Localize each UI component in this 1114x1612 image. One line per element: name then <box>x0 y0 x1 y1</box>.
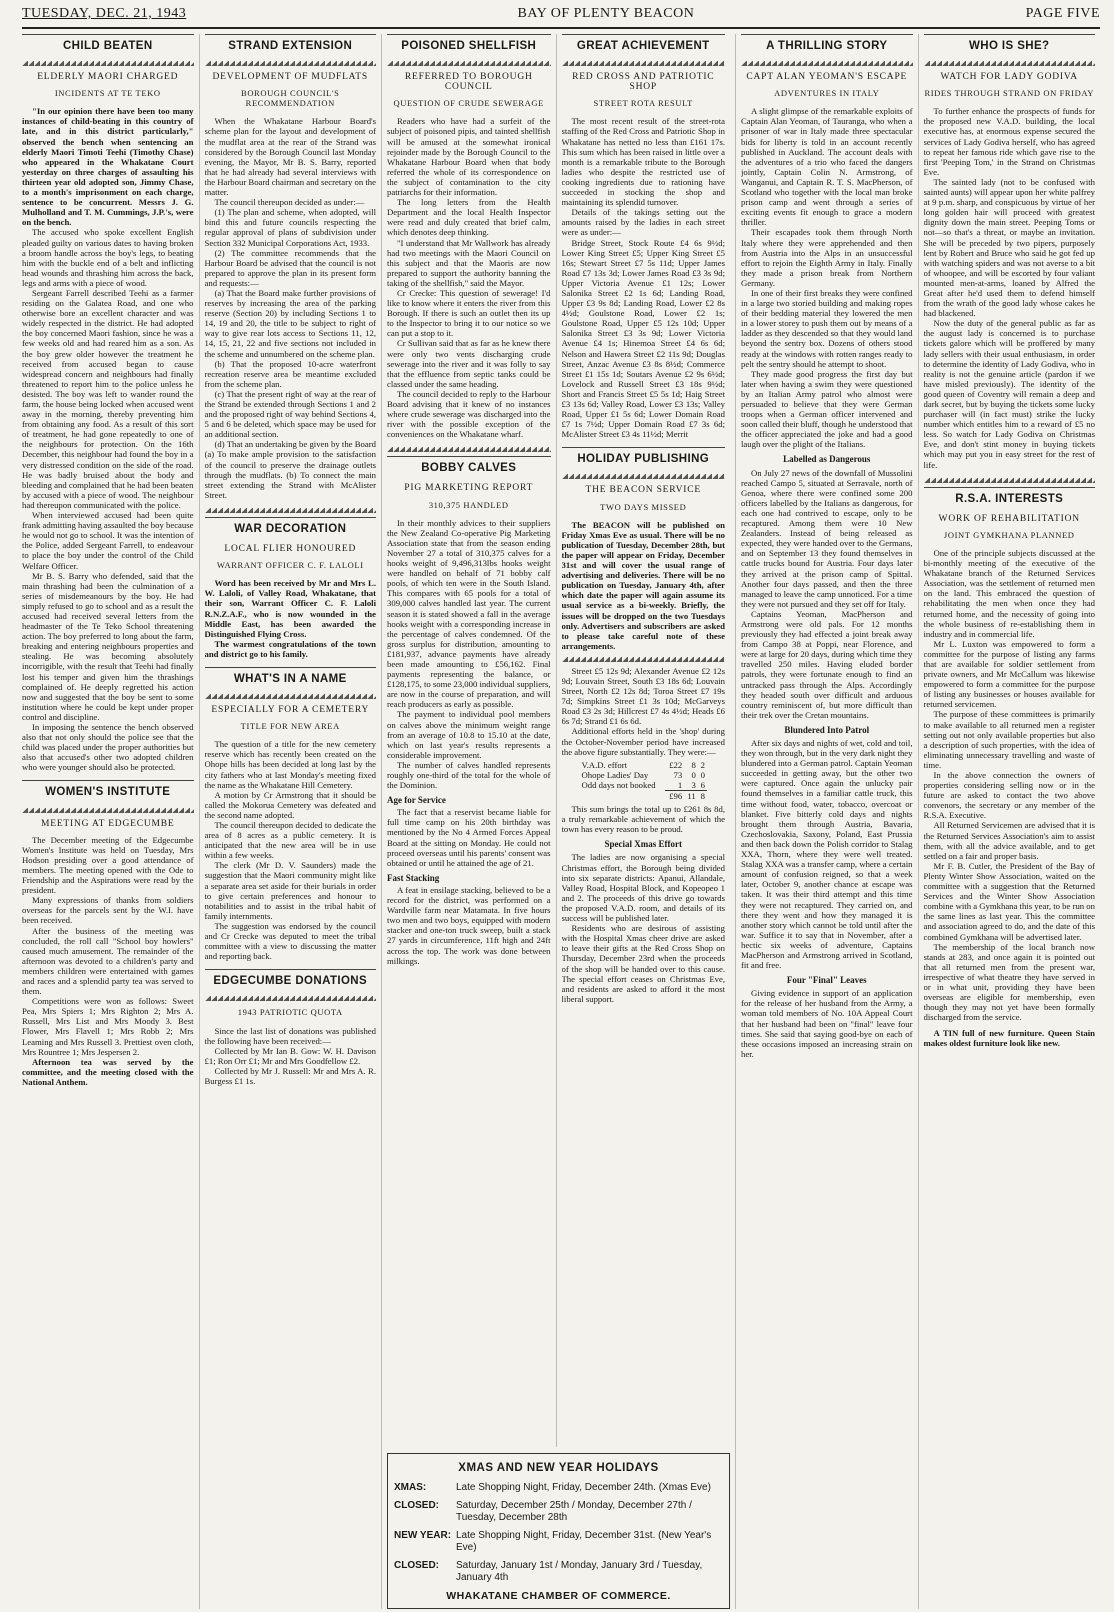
paragraph: Mr B. S. Barry who defended, said that the main thrashing had been the culmination of a series of misdemeanours by the boy. He had simply refused to go to school and as a result the accused had received several letters from the headmaster of the Te Teko School threatening action. The boy preferred to long about the farm, breaking and entering neighbours properties and stealing. He was becoming absolutely incorrigible, with the result that Teehi had finally lost his temper and given him the thrashings complained of. He deeply regretted his action now and suggested that the boy be sent to some institution where he could be kept under proper control and discipline. <box>22 570 194 722</box>
figure-label: V.A.D. effort <box>581 759 628 770</box>
total-pence: 8 <box>698 791 707 802</box>
paragraph: The membership of the local branch now stands at 283, and once again it is pointed out that all returned men from the present war, irrespective of what theatre they have served in or in what unit, providing they have been overseas are eligible for membership, even though they may not yet have been formally discharged from the service. <box>923 941 1095 1023</box>
ad-row <box>394 1482 723 1494</box>
paragraph: The number of calves handled represents roughly one-third of the total for the whole of the Dominion. <box>387 759 551 791</box>
divider <box>562 474 726 479</box>
story-edgecumbe-donations <box>205 969 377 1086</box>
column-1 <box>22 34 200 1609</box>
paragraph: The clerk (Mr D. V. Saunders) made the suggestion that the Maori community might like a separate area set aside for their burials in order to give certain preferences and honour to notabilities and to assist in the tribal habit of family internments. <box>204 860 376 921</box>
divider <box>387 61 551 66</box>
subdeck: RIDES THROUGH STRAND ON FRIDAY <box>924 88 1095 99</box>
ad-row-label: CLOSED: <box>394 1560 439 1571</box>
figure-shillings: 0 <box>691 769 696 780</box>
column-2 <box>205 34 383 1609</box>
paragraph: When the Whakatane Harbour Board's scheme plan for the layout and development of the mudflat area at the rear of the Strand was considered by the Borough Council last Monday evening, the Mayor, Mr B. S. Barry, reported that he had already had several interviews with the Harbour Board chairman and secretary on the matter. <box>204 116 377 198</box>
paragraph: Since the last list of donations was published the following have been received:— <box>204 1025 376 1046</box>
divider <box>924 478 1096 483</box>
paragraph: In one of their first breaks they were confined in a large two storied building and making ropes of their bedding material they lowered the men in a lower storey to push them out by means of a ladder as they descended so that they would land beyond the sentry box. Dozens of others stood ready at the windows with rotten ranges ready to pelt the sentry should he attempt to shoot. <box>741 287 913 369</box>
figure-shillings: 3 <box>691 779 696 790</box>
figure-pounds: 73 <box>673 769 683 780</box>
column-6 <box>924 34 1101 1609</box>
columns-3-4-top <box>387 34 730 1447</box>
columns <box>22 34 1100 1609</box>
figure-pence: 2 <box>700 759 705 770</box>
subdeck: BOROUGH COUNCIL'S RECOMMENDATION <box>241 88 340 109</box>
column-5 <box>741 34 919 1609</box>
headline: STRAND EXTENSION <box>205 34 377 55</box>
subheading: Labelled as Dangerous <box>783 454 871 465</box>
story-whats-in-a-name <box>205 667 377 961</box>
headline: WHO IS SHE? <box>924 34 1096 55</box>
ad-footer: WHAKATANE CHAMBER OF COMMERCE. <box>446 1590 671 1602</box>
paragraph: Street £5 12s 9d; Alexander Avenue £2 12s 9d; Louvain Street, South £3 18s 6d; Louvain Street, North £2 12s 8d; Toroa Street £7 19s 7d; Simpkins Street £1 3s 10d; McGarveys Road £3 2s 3d; Hillcrest £7 4s 4½d; Heads £6 6s 7d; Strand £1 6s 6d. <box>561 665 725 727</box>
deck: ESPECIALLY FOR A CEMETERY <box>211 705 370 716</box>
ad-row <box>394 1500 723 1524</box>
figure-pounds: £22 <box>669 759 683 770</box>
paragraph: Afternoon tea was served by the committee, and the meeting closed with the National Anthem. <box>22 1056 194 1087</box>
headline: HOLIDAY PUBLISHING <box>562 447 726 468</box>
ad-row-value: Saturday, December 25th / Monday, December 27th / Tuesday, December 28th <box>456 1500 692 1523</box>
ad-row-label: XMAS: <box>394 1482 427 1493</box>
headline: R.S.A. INTERESTS <box>924 487 1096 508</box>
paragraph: The long letters from the Health Department and the local Health Inspector were read and duly created that brief calm, which denotes deep thinking. <box>387 197 551 238</box>
story-poisoned-shellfish <box>387 34 551 439</box>
headline: GREAT ACHIEVEMENT <box>562 34 726 55</box>
paragraph: Captains Yeoman, MacPherson and Armstrong were old pals. For 12 months previously they had effected a joint break away from Campo 38 at Poppi, near Florence, and were at large for 20 days, during which time they travelled 250 miles. Having eluded border patrols, they were fortunate enough to find an untracked pass through the Alps. Accordingly they headed south over difficult and arduous country reminiscent of, but more difficult than their trek over the Cretan mountains. <box>741 608 913 720</box>
figures-table <box>579 760 707 801</box>
paragraph: This sum brings the total up to £261 8s 8d, a truly remarkable achievement of which the town has every reason to be proud. <box>561 804 725 835</box>
paragraph: The question of a title for the new cemetery reserve which has recently been created on the Ohope hills has been decided at long last by the city fathers who at last Monday's meeting fixed the name as the Whakatane Hill Cemetery. <box>204 739 376 790</box>
ad-row-value: Saturday, January 1st / Monday, January 3rd / Tuesday, January 4th <box>456 1560 703 1583</box>
deck: MEETING AT EDGECUMBE <box>40 818 175 829</box>
divider <box>22 61 194 66</box>
paragraph: Residents who are desirous of assisting with the Hospital Xmas cheer drive are asked to leave their gifts at the Red Cross Shop on Thursday, December 23rd when the proceeds of the shop will be handed over to this cause. The special effort ceases on Christmas Eve, and residents are asked to afford it the most liberal support. <box>561 923 725 1004</box>
headline: WAR DECORATION <box>205 517 377 538</box>
table-row <box>579 760 707 770</box>
subdeck: TITLE FOR NEW AREA <box>240 721 340 732</box>
page-number: PAGE FIVE <box>1025 6 1100 21</box>
figure-label: Odd days not booked <box>581 780 656 791</box>
paragraph: Readers who have had a surfeit of the subject of poisoned pipis, and tainted shellfish will be amused at the somewhat ironical rejoinder made by the Borough Council to the Whakatane Harbour Board when that body referred the whole of its correspondence on the subject of contamination to the city patriarchs for their information. <box>387 116 551 198</box>
figure-pounds: 1 <box>677 779 683 790</box>
classified-ad: A TIN full of new furniture. Queen Stain makes oldest furniture look like new. <box>923 1028 1095 1049</box>
subdeck: ADVENTURES IN ITALY <box>774 88 880 99</box>
paragraph: Details of the takings setting out the amounts raised by the ladies in each street were as under:— <box>561 207 725 238</box>
figure-shillings: 8 <box>691 759 696 770</box>
paragraph: The suggestion was endorsed by the council and Cr Crecke was deputed to meet the tribal committee with a view to discussing the matter and reporting back. <box>204 920 376 962</box>
paragraph: The fact that a reservist became liable for full time camp on his 20th birthday was mentioned by the No 4 Armed Forces Appeal Board at the sitting on Monday. He could not proceed overseas until his parents' consent was obtained or until he attained the age of 21. <box>387 807 551 868</box>
paragraph: After the business of the meeting was concluded, the roll call "School boy howlers" caused much amusement. The remainder of the afternoon was devoted to a children's party and members children were entertained with games and races and a splendid party tea was served to them. <box>22 925 194 997</box>
paragraph: Mr L. Luxton was empowered to form a committee for the purpose of listing any farms that are available for soldier settlement from private owners, and Mr McCallum was likewise empowered to form a committee for the purpose of listing any businesses or houses available for returned servicemen. <box>923 638 1095 710</box>
masthead: BAY OF PLENTY BEACON <box>517 6 695 21</box>
subdeck: INCIDENTS AT TE TEKO <box>54 88 161 99</box>
deck: WORK OF REHABILITATION <box>938 513 1080 524</box>
paragraph: On July 27 news of the downfall of Mussolini reached Campo 5, situated at Serravale, north of Genoa, where there were confined some 200 officers labelled by the Italians as dangerous, for each one had contrived to escape, only to be recaptured. Among them were 10 New Zealanders. Instead of being released as expected, they were handed over to the Germans, and on September 13 they found themselves in cattle trucks bound for Austria. Four days later they arrived at the prison camp of Spittal. Another four days passed, and then the three managed to leave the camp unnoticed. For a time they were not pursued and they set off for Italy. <box>741 467 913 609</box>
paragraph: The council decided to reply to the Harbour Board advising that it knew of no instances where crude sewerage was discharged into the river with the possible exception of the conveniences on the Whakatane wharf. <box>387 388 551 440</box>
deck: RED CROSS AND PATRIOTIC SHOP <box>572 72 715 93</box>
deck: CAPT ALAN YEOMAN'S ESCAPE <box>746 72 908 83</box>
paragraph: To further enhance the prospects of funds for the proposed new V.A.D. building, the local executive has, at enormous expense secured the services of Lady Godiva herself, who has agreed to repeat her famous ride which gave rise to the first 'Peeping Tom,' in the Strand on Christmas Eve. <box>923 106 1095 177</box>
paragraph: They made good progress the first day but later when having a swim they were questioned by an Italian Army patrol who almost were persuaded to believe that they were German troops when a German officer intervened and soon called their bluff, though he understood that the officer appreciated the joke and had a good laugh over the plight of the Italians. <box>741 368 913 450</box>
figure-pence: 6 <box>700 779 705 790</box>
paragraph: All Returned Servicemen are advised that it is the Returned Services Association's aim to assist them, with all the advice available, and to get settled on a fair and proper basis. <box>923 820 1095 861</box>
story-bobby-calves <box>387 447 551 965</box>
deck: WATCH FOR LADY GODIVA <box>940 72 1078 83</box>
headline: EDGECUMBE DONATIONS <box>205 969 377 990</box>
paragraph: The warmest congratulations of the town and district go to his family. <box>204 638 376 659</box>
paragraph: The ladies are now organising a special Christmas effort, the Borough being divided into six separate districts: Apanui, Allandale, Valley Road, Hospital Block, and Kopeopeo 1 and 2. The proceeds of this drive go towards the proposed V.A.D. room, and details of its success will be published later. <box>561 852 725 924</box>
holidays-advertisement <box>387 1453 730 1609</box>
paragraph: After six days and nights of wet, cold and toil, they won through, but in the very dark night they blundered into a German patrol. Captain Yeoman succeeded in getting away, but the other two were captured. Once again the unlucky pair found themselves in a familiar cattle truck, this time without food, water, tobacco, overcoat or blanket. Five bitterly cold days and nights brought them through Austria, Bavaria, Czechoslovakia, Saxony, Poland, East Prussia and then back down the Polish corridor to Stalag XXA, Thorn, where they were well treated. Stalag XXA was a transfer camp, where a certain amount of confusion reigned, so that a week later, October 9, another chance at escape was taken. It was their third attempt and this time they were not recaptured. They carried on, and there they went and how they managed it is another story which cannot be told until after the war. Suffice it to say that in November, after a hectic six weeks of adventure, Captains MacPherson and Armstrong arrived in Scotland, fit and free. <box>741 738 913 971</box>
paragraph: A motion by Cr Armstrong that it should be called the Mokorua Cemetery was defeated and the second name adopted. <box>204 789 376 820</box>
paragraph: Collected by Mr J. Russell: Mr and Mrs A. R. Burgess £1 1s. <box>204 1065 376 1086</box>
divider <box>741 61 913 66</box>
subdeck: QUESTION OF CRUDE SEWERAGE <box>393 98 544 109</box>
paragraph: (1) The plan and scheme, when adopted, will bind this and future councils respecting the regular approval of plans of subdivision under Section 332 Municipal Corporations Act, 1933. <box>204 207 376 248</box>
subdeck: 310,375 HANDLED <box>428 499 509 510</box>
paragraph: (a) That the Board make further provisions of reserves by increasing the area of the parking reserve (Section 20) by including Sections 1 to 14, 19 and 20, the title to be subject to right of way to give rear lots access to Sections 11, 12, 14, 15, 21, 22 and five sections not included in the scheme and unnumbered on the scheme plan. <box>204 287 376 359</box>
subdeck: TWO DAYS MISSED <box>600 501 687 512</box>
total-shillings: 11 <box>684 791 698 802</box>
paragraph: In the above connection the owners of properties considering selling now or in the future are asked to contact the two above convenors, the secretary or any member of the R.S.A. Executive. <box>923 770 1095 821</box>
paragraph: In their monthly advices to their suppliers the New Zealand Co-operative Pig Marketing Association state that from the season ending November 27 a total of 310,375 calves for a hooks weight of 9,496,313lbs hooks weight were handled on behalf of 71 bobby calf pools, of which ten were in the South Island. This compares with 65 pools for a total of 309,000 calves handled last year. The current season it is stated showed a fall in the average hooks weight with a corresponding increase in the percentage of calves condemned. Of the gross surplus for distribution, amounting to £181,937, advance payments have already been made amounting to £56,162. Final payments representing the balance, or £128,175, to some 23,000 individual suppliers, are now in the course of preparation, and will reach producers as early as possible. <box>387 517 551 710</box>
deck: LOCAL FLIER HONOURED <box>224 544 357 555</box>
paragraph: The most recent result of the street-rota staffing of the Red Cross and Patriotic Shop in Whakatane has netted no less than £161 17s. This sum which has been raised in little over a month is a remarkable tribute to the Borough ladies who despite the restricted use of cooking ingredients due to rationing have succeeded in stocking the shop and maintaining its splendid turnover. <box>561 116 725 208</box>
headline: BOBBY CALVES <box>387 456 551 477</box>
figure-pence: 0 <box>700 769 705 780</box>
paragraph: Cr Crecke: This question of sewerage! I'd like to know where it enters the river from this Borough. If there is such an outlet then its up to the Inspector to bring it to our notice so we can put a stop to it. <box>387 287 551 339</box>
figure-label: Ohope Ladies' Day <box>581 769 649 780</box>
paragraph: A feat in ensilage stacking, believed to be a record for the district, was performed on a Wardville farm near Matamata. In five hours two men and two boys, equipped with modern stacker and one-ton truck sweep, built a stack 27 yards in circumference, 11ft high and 24ft across the top. The work was done between milkings. <box>387 884 551 966</box>
divider <box>22 808 194 813</box>
table-row <box>579 770 707 780</box>
ad-row <box>394 1530 723 1554</box>
deck: THE BEACON SERVICE <box>585 485 701 496</box>
subheading: Special Xmas Effort <box>604 839 682 850</box>
headline: WHAT'S IN A NAME <box>205 667 377 688</box>
headline: WOMEN'S INSTITUTE <box>22 780 194 801</box>
subheading: Fast Stacking <box>387 872 440 883</box>
paragraph: Now the duty of the general public as far as the august lady is concerned is to purchase tickets galore which will be proffered by many lady sellers with their usual enthusiasm, in order to determine the identity of Lady Godiva, who in reality is not the genuine article (pardon if we have misled previously). The identity of the good queen of Coventry will remain a deep and dark secret, but by buying the tickets some lucky purchaser will (in fact must) strike the lucky number which entitles him to a reward of £5 no less. So watch for Lady Godiva on Christmas Eve, and don't stint money in buying tickets which may put you in easy street for the rest of life. <box>923 318 1095 470</box>
story-who-is-she <box>924 34 1096 470</box>
subheading: Four "Final" Leaves <box>786 975 867 986</box>
ad-row-label: CLOSED: <box>394 1500 439 1511</box>
story-child-beaten <box>22 34 194 772</box>
story-great-achievement <box>562 34 726 439</box>
paragraph: The sainted lady (not to be confused with sainted aunts) will appear upon her white palfrey at 9 p.m. sharp, and conspicuous by virtue of her long golden hair will proceed with greatest dignity down the main street. Peeping Toms or not—so that's a threat, or maybe an invitation. She will be preceded by two pipers, purposely lent by Robert and Bruce who said he got fed up with watching spiders and was not averse to a bit of whoopee, and will be escorted by four valiant mounted men-at-arms, loaned by Alfred the Great after he'd used them to defend himself from the wrath of the good lady whose cakes he had blackened. <box>923 176 1095 319</box>
divider <box>387 447 551 452</box>
paragraph: Many expressions of thanks from soldiers overseas for the parcels sent by the W.I. have been received. <box>22 895 194 926</box>
paragraph: The purpose of these committees is primarily to make available to all returned men a register setting out not only available properties but also a description of such properties, with the idea of eliminating unnecessary travelling and waste of time. <box>923 709 1095 770</box>
headline: A THRILLING STORY <box>741 34 913 55</box>
paragraph: Giving evidence in support of an application for the release of her husband from the Army, a woman told members of No. 10A Appeal Court that her husband had been on "final" leave four times. She said that saying good-bye on each of these occasions imposed an increasing strain on her. <box>741 988 913 1059</box>
paragraph: The council thereupon decided to dedicate the area of 8 acres as a public cemetery. It is anticipated that the new area will be in use within a few weeks. <box>204 820 376 861</box>
lead-paragraph: "In our opinion there have been too many instances of child-beating in this country of late, and in this district particularly," observed the bench when sentencing an elderly Maori Timoti Teehi (Timothy Chase) who appeared in the Whakatane Court yesterday on three charges of assaulting his thirteen year old adopted son, Jimmy Chase, to a month's imprisonment on each charge, sentence to be concurrent. Messrs J. G. Mulholland and T. M. Cummings, J.P.'s, were on the bench. <box>22 106 194 228</box>
deck: PIG MARKETING REPORT <box>404 483 534 494</box>
total-pounds: £96 <box>665 791 684 802</box>
paragraph: Bridge Street, Stock Route £4 6s 9½d; Lower King Street £5; Upper King Street £5 16s; Stewart Street £7 5s 11d; Upper James Road £7 13s 3d; Lower James Road £3 3s 9d; Upper Victoria Avenue £1 12s; Lower Salonika Street £2 1s 6d; Landing Road, Upper £3 9s 8d; Landing Road, Lower £2 8s 4½d; Goulstone Road, Lower £2 1s; Goulstone Road, Upper £5 12s 10d; Upper Salonika Street £3 3s 9d; Lower Victoria Avenue £4 1s; Hinemoa Street £4 6s 6d; Nelson and Hawera Street £2 11s 9d; Douglas Street, Anzac Avenue £3 8s 8½d; Commerce Street £1 15s 1d; Soutars Avenue £2 9s 6½d; Lovelock and Russell Street £3 18s 9½d; Short and Francis Street £5 5s 1d; Haig Street £3 13s 6d; Valley Road, Lower £3 13s; Valley Road, Upper £1 5s 6d; Lower Domain Road £7 1s 7½d; Upper Domain Road £7 3s 6d; McAlister Street £3 4s 11½d; Merrit <box>561 237 725 440</box>
paragraph: One of the principle subjects discussed at the bi-monthly meeting of the executive of the Whakatane branch of the Returned Services Association, was the settlement of returned men on the land. This embraced the question of rehabilitating the men when once they had returned home, and the necessity of going into the whole business of re-establishing them in industry and in commercial life. <box>923 547 1095 639</box>
paragraph: (d) That an undertaking be given by the Board (a) To make ample provision to the satisfaction of the council to preserve the drainage outlets through the mudflats. (b) To connect the main street extending the Strand with McAlister Street. <box>204 439 376 500</box>
paragraph: Mr F. B. Cutler, the President of the Bay of Plenty Winter Show Association, waited on the committee with a suggestion that the Returned Services and the Winter Show Association combine with a Gymkhana this year, to be run on the same lines as last year. This the committee and association agreed to do, and the date of this combined Gymkhana will be advertised later. <box>923 860 1095 942</box>
issue-date: TUESDAY, DEC. 21, 1943 <box>22 6 187 21</box>
paragraph: (b) That the proposed 10-acre waterfront recreation reserve area be meantime excluded from the scheme plan. <box>204 358 376 389</box>
divider <box>205 61 377 66</box>
ad-row-value: Late Shopping Night, Friday, December 31st. (New Year's Eve) <box>456 1530 712 1553</box>
divider <box>205 694 377 699</box>
story-strand-extension <box>205 34 377 500</box>
subdeck: 1943 PATRIOTIC QUOTA <box>237 1007 343 1018</box>
ad-title: XMAS AND NEW YEAR HOLIDAYS <box>458 1462 659 1474</box>
divider <box>205 996 377 1001</box>
story-rsa-interests <box>924 478 1096 1049</box>
ad-row <box>394 1560 723 1584</box>
paragraph: The December meeting of the Edgecumbe Women's Institute was held on Tuesday, Mrs Hodson presiding over a good attendance of members. The meeting opened with the Ode to Friendship and the Aspirations were read by the president. <box>22 834 194 896</box>
ad-row-value: Late Shopping Night, Friday, December 24th. (Xmas Eve) <box>456 1482 711 1493</box>
deck: DEVELOPMENT OF MUDFLATS <box>212 72 368 83</box>
paragraph: In imposing the sentence the bench observed also that not only should the police see that the child was placed under the proper authorities but also that accused's other two adopted children who were younger should also be protected. <box>22 722 194 773</box>
subheading: Blundered Into Patrol <box>784 724 870 735</box>
paragraph: Sergeant Farrell described Teehi as a farmer residing on the Galatea Road, and one who otherwise bore an excellent character and was widely respected in the district. He had adopted the boy concerned Maori fashion, since he was a few weeks old and had reared him as a son. As the boy grew older however the treatment he received from accused began to cause widespread concern and neighbours had finally threatened to report him to the police unless he desisted. The boy was left to wander round the farm, the house being locked when accused went away in the morning, thereby preventing him from obtaining any food. As a result of this sort of treatment, he had gone repeatedly to one of the neighbours for protection. On the 16th December, this neighbour had found the boy in a very distressed condition on the side of the road. He was badly bruised about the body and bleeding and complained that he had been beaten by accused with a piece of wood. The neighbour had thereupon communicated with the police. <box>22 287 194 510</box>
paragraph: When interviewed accused had been quite frank admitting having assaulted the boy because he would not go to school. It was the intention of the Police, added Sergeant Farrell, to endeavour to place the boy under the control of the Child Welfare Officer. <box>22 510 194 571</box>
story-womens-institute <box>22 780 194 1087</box>
ad-row-label: NEW YEAR: <box>394 1530 452 1541</box>
subheading: Age for Service <box>387 795 446 806</box>
divider <box>562 61 726 66</box>
deck: REFERRED TO BOROUGH COUNCIL <box>404 72 533 93</box>
story-holiday-publishing <box>562 447 726 1004</box>
subdeck: WARRANT OFFICER C. F. LALOLI <box>216 560 364 571</box>
paragraph: Collected by Mr Ian B. Gow: W. H. Davison £1; Ron Orr £1; Mr and Mrs Goodfellow £2. <box>204 1045 376 1066</box>
column-4 <box>562 34 731 1447</box>
notice-paragraph: The BEACON will be published on Friday Xmas Eve as usual. There will be no publication of Tuesday, December 28th, but the paper will appear on Friday, December 31st and will cover the usual range of advertising and deliveries. There will be no publication on Tuesday, January 4th, after which date the paper will again assume its usual service as a bi-weekly. Briefly, the issues will be dropped on the two Tuesdays only. Advertisers and subscribers are asked to please take careful note of these arrangements. <box>561 519 725 651</box>
divider <box>205 508 377 513</box>
paragraph: (2) The committee recommends that the Harbour Board be advised that the council is not prepared to approve the plan in its present form and requests:— <box>204 247 376 288</box>
paragraph: Their escapades took them through North Italy where they were apprehended and then from Austria into the Alps in an unsuccessful effort to rejoin the Eighth Army in Italy. Finally they made a prison break from Northern Germany. <box>741 227 913 288</box>
paragraph: (c) That the present right of way at the rear of the Strand be extended through Sections 1 and 2 and the proposed right of way behind Sections 4, 5 and 6 be deleted, which space may be used for an additional section. <box>204 388 376 440</box>
paragraph: Additional efforts held in the 'shop' during the October-November period have increased the above figure substantially. They were:— <box>561 726 725 757</box>
table-row <box>579 780 707 791</box>
paragraph: A slight glimpse of the remarkable exploits of Captain Alan Yeoman, of Tauranga, who when a prisoner of war in Italy made three spectacular bids for liberty is told in an account recently published in Auckland. The account deals with the adventures of a trio who faced the dangers jointly, Captain Colin N. Armstrong, of Wanganui, and Captain R. T. S. MacPherson, of Scotland who together with the local man broke prison camp and went through a series of exciting events fit enough to grace a modern thriller. <box>741 106 913 228</box>
deck: ELDERLY MAORI CHARGED <box>37 72 179 83</box>
paragraph: Competitions were won as follows: Sweet Pea, Mrs Spiers 1; Mrs Righton 2; Mrs A. Russell, Mrs List and Mrs Moody 3. Best Flower, Mrs Flavell 1; Mrs Robb 2; Mrs Leaming and Mrs Russell 3. Prettiest oven cloth, Mrs Rountree 1; Mrs Jespersen 2. <box>22 996 194 1057</box>
column-3 <box>387 34 557 1447</box>
subdeck: JOINT GYMKHANA PLANNED <box>943 529 1075 540</box>
divider <box>924 61 1096 66</box>
paragraph: The accused who spoke excellent English pleaded guilty on various dates to having broken a broom handle across the boy's legs, to beating him with the buckle end of a belt and inflicting head wounds and thrashing him across the back, legs and arms with a piece of wood. <box>22 227 194 288</box>
divider <box>562 657 726 662</box>
paragraph: "I understand that Mr Wallwork has already had two meetings with the Maori Council on this subject and that the Maoris are now prepared to support the authority banning the taking of the shellfish," said the Mayor. <box>387 237 551 288</box>
paragraph: Word has been received by Mr and Mrs L. W. Laloli, of Valley Road, Whakatane, that their son, Warrant Officer C. F. Laloli R.N.Z.A.F., who is now wounded in the Middle East, has been awarded the Distinguished Flying Cross. <box>204 578 376 639</box>
paragraph: The council thereupon decided as under:— <box>214 197 365 208</box>
paragraph: The payment to individual pool members on calves above the minimum weight range from an average of 10.8 to 15.10 at the date, which on last year's results represents a considerable improvement. <box>387 709 551 760</box>
subdeck: STREET ROTA RESULT <box>593 98 693 109</box>
story-thrilling-story <box>741 34 913 1059</box>
headline: POISONED SHELLFISH <box>387 34 551 55</box>
paragraph: Cr Sullivan said that as far as he knew there were only two vents discharging crude sewerage into the river and it was folly to say that the effluence from septic tanks could be classed under the same heading. <box>387 338 551 389</box>
page-header <box>22 4 1100 29</box>
table-row-total <box>579 791 707 802</box>
columns-3-4 <box>387 34 736 1609</box>
headline: CHILD BEATEN <box>22 34 194 55</box>
story-war-decoration <box>205 508 377 659</box>
